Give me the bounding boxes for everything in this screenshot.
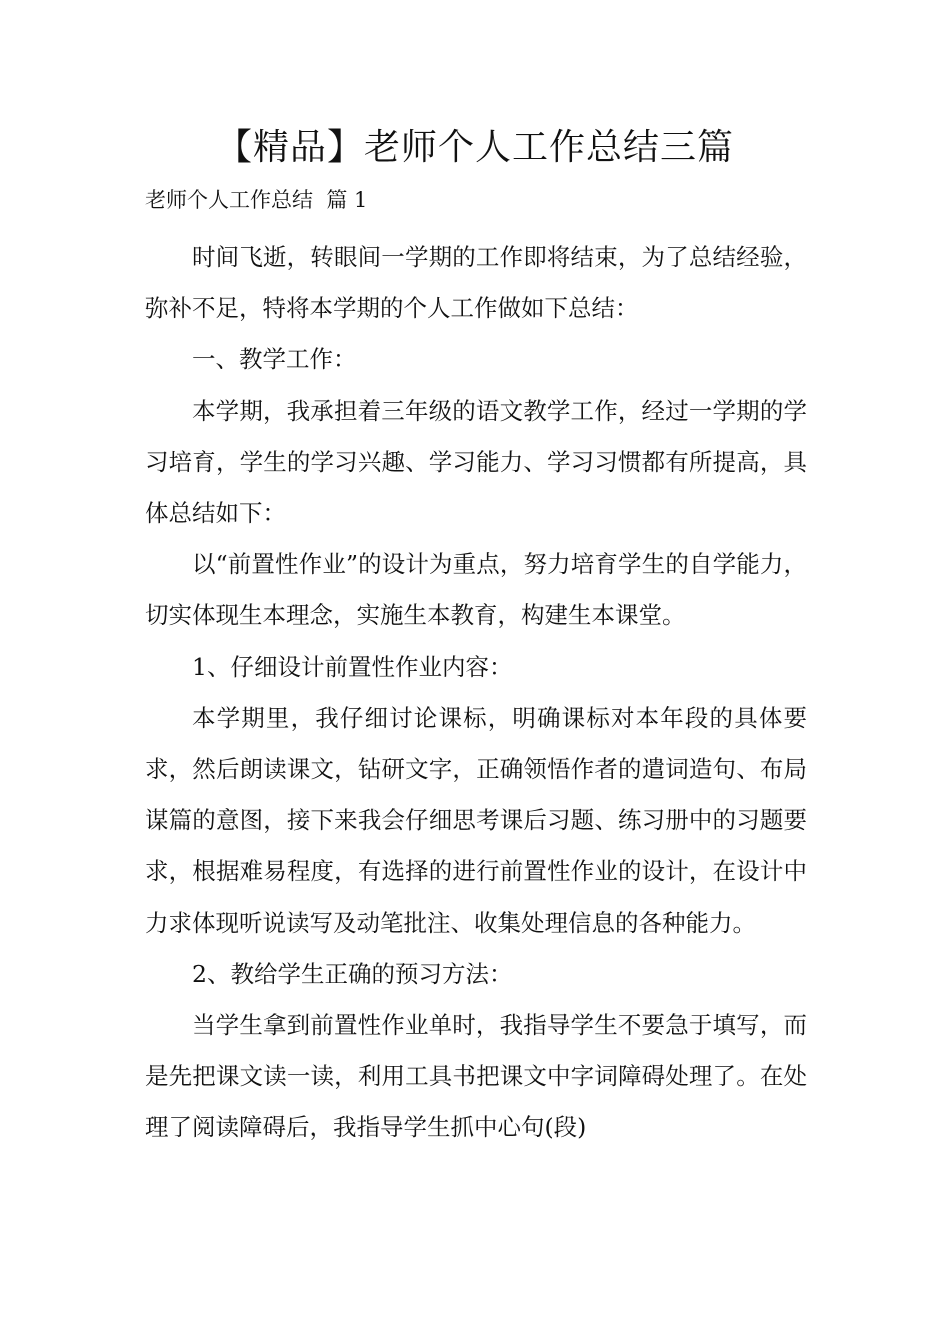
section-heading: 老师个人工作总结 篇 1 [145,188,368,212]
paragraph: 以“前置性作业”的设计为重点，努力培育学生的自学能力，切实体现生本理念，实施生本教育，构建生本课堂。 [145,550,807,630]
paragraph: 一、教学工作： [192,345,357,374]
document-body [145,232,807,1154]
document-title: 【精品】老师个人工作总结三篇 [215,127,734,168]
paragraph: 2、教给学生正确的预习方法： [192,959,513,988]
paragraph: 当学生拿到前置性作业单时，我指导学生不要急于填写，而是先把课文读一读，利用工具书把课文中字词障碍处理了。在处理了阅读障碍后，我指导学生抓中心句(段) [145,1011,807,1142]
paragraph: 1、仔细设计前置性作业内容： [192,652,513,681]
paragraph: 时间飞逝，转眼间一学期的工作即将结束，为了总结经验，弥补不足，特将本学期的个人工作做如下总结： [145,243,807,323]
paragraph: 本学期里，我仔细讨论课标，明确课标对本年段的具体要求，然后朗读课文，钻研文字，正确领悟作者的遣词造句、布局谋篇的意图，接下来我会仔细思考课后习题、练习册中的习题要求，根据难易程度，有选择的进行前置性作业的设计，在设计中力求体现听说读写及动笔批注、收集处理信息的各种能力。 [145,703,807,937]
paragraph: 本学期，我承担着三年级的语文教学工作，经过一学期的学习培育，学生的学习兴趣、学习能力、学习习惯都有所提高，具体总结如下： [145,396,807,528]
